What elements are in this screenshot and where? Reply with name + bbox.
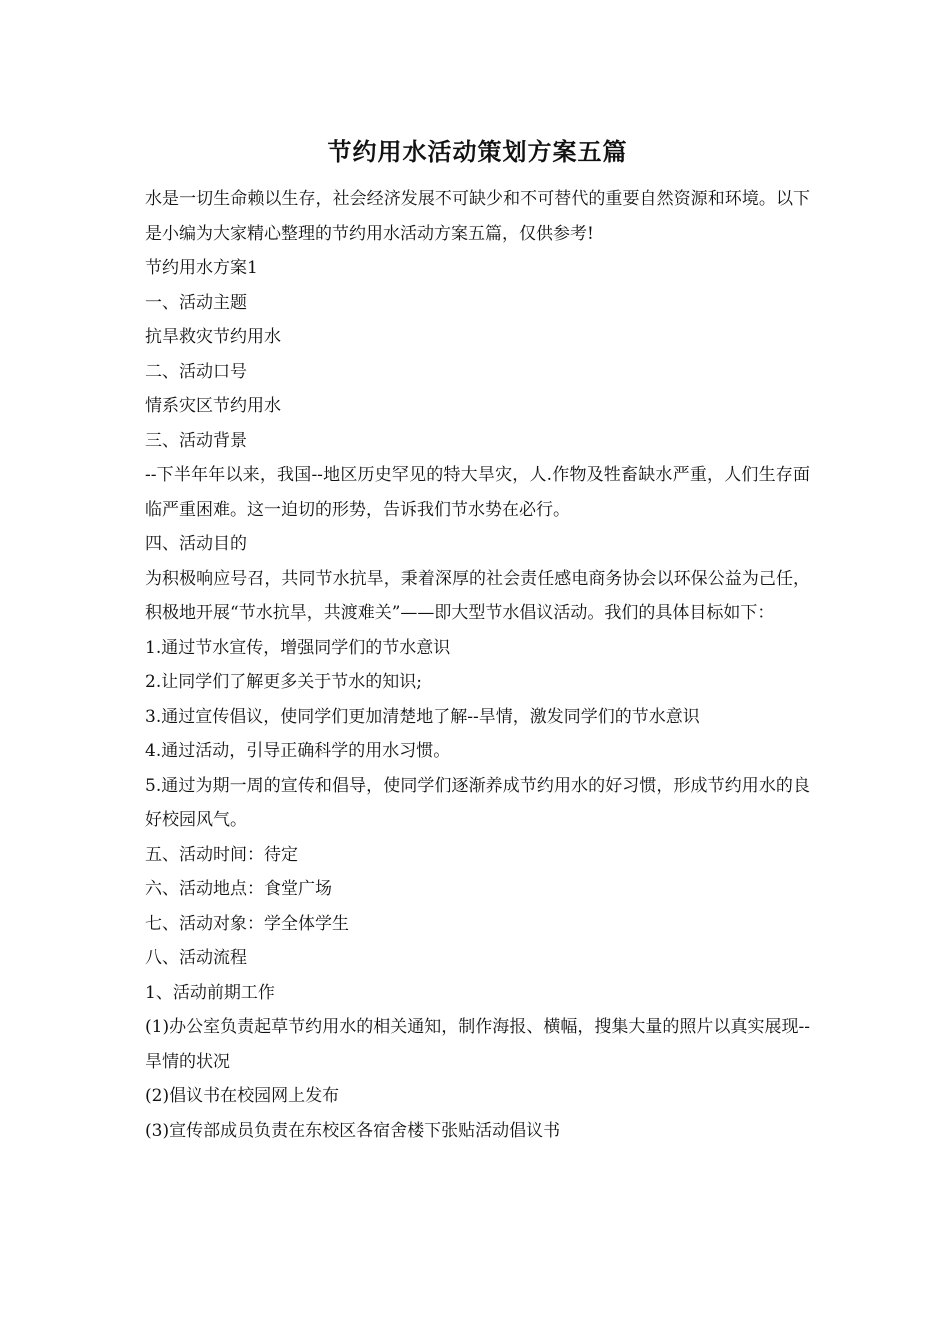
paragraph: 4.通过活动，引导正确科学的用水习惯。 [145,741,451,761]
paragraph: 三、活动背景 [145,430,247,451]
paragraph: 八、活动流程 [145,948,247,968]
paragraph: 节约用水方案1 [145,258,258,278]
document-title: 节约用水活动策划方案五篇 [327,137,628,166]
paragraph: (1)办公室负责起草节约用水的相关通知，制作海报、横幅，搜集大量的照片以真实展现--旱情的状况 [145,1017,810,1072]
paragraph: 二、活动口号 [145,361,247,382]
paragraph: --下半年年以来，我国--地区历史罕见的特大旱灾，人.作物及牲畜缺水严重，人们生存面临严重困难。这一迫切的形势，告诉我们节水势在必行。 [145,465,810,520]
paragraph: (3)宣传部成员负责在东校区各宿舍楼下张贴活动倡议书 [145,1120,561,1141]
paragraph: 5.通过为期一周的宣传和倡导，使同学们逐渐养成节约用水的好习惯，形成节约用水的良好校园风气。 [145,775,810,830]
paragraph: 为积极响应号召，共同节水抗旱，秉着深厚的社会责任感电商务协会以环保公益为己任，积极地开展“节水抗旱，共渡难关”——即大型节水倡议活动。我们的具体目标如下： [145,568,810,623]
paragraph: 1、活动前期工作 [145,982,275,1003]
paragraph: 一、活动主题 [145,292,247,313]
paragraph: 情系灾区节约用水 [145,396,281,416]
paragraph: 水是一切生命赖以生存，社会经济发展不可缺少和不可替代的重要自然资源和环境。以下是小编为大家精心整理的节约用水活动方案五篇，仅供参考! [145,189,810,244]
paragraph: 3.通过宣传倡议，使同学们更加清楚地了解--旱情，激发同学们的节水意识 [145,706,700,727]
paragraph: 五、活动时间：待定 [145,844,298,865]
paragraph: (2)倡议书在校园网上发布 [145,1086,340,1106]
document-page [145,130,810,1148]
paragraph: 六、活动地点：食堂广场 [145,879,332,899]
paragraph: 七、活动对象：学全体学生 [145,913,349,934]
paragraph: 2.让同学们了解更多关于节水的知识; [145,672,422,692]
paragraph: 抗旱救灾节约用水 [145,327,281,347]
paragraph: 四、活动目的 [145,534,247,554]
paragraph: 1.通过节水宣传，增强同学们的节水意识 [145,637,451,658]
